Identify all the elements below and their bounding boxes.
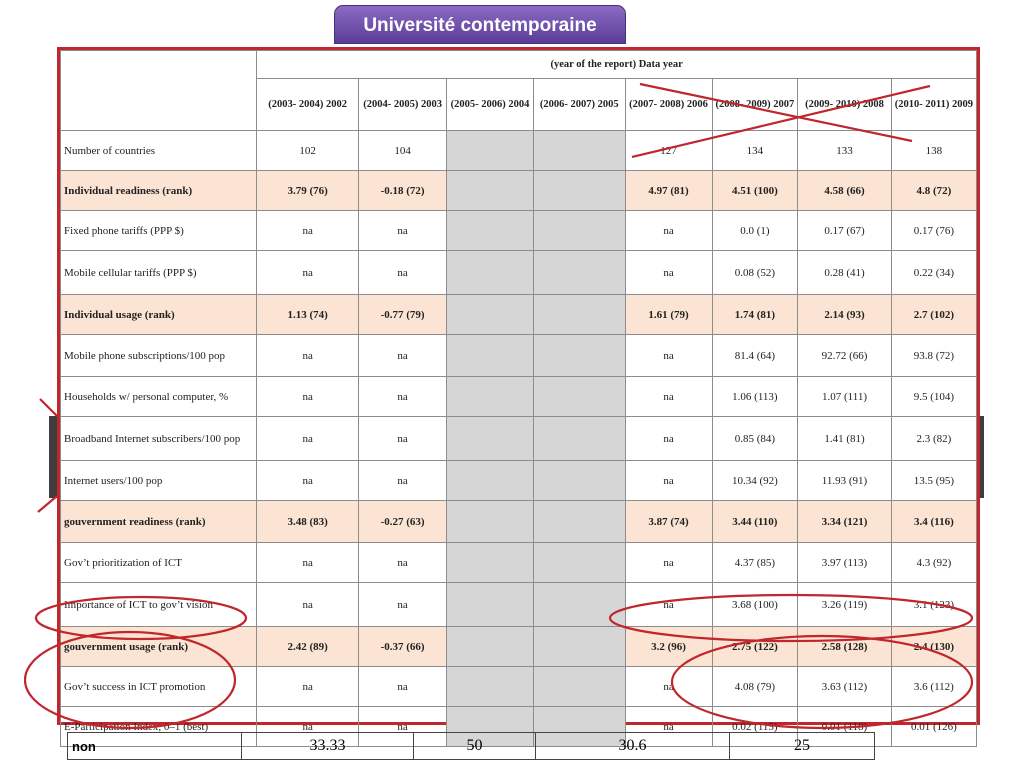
ict-indicators-table (60, 50, 977, 747)
empty-gray-cell (447, 583, 534, 627)
table-cell: na (359, 461, 447, 501)
table-cell: 3.26 (119) (798, 583, 892, 627)
row-label-header (61, 51, 257, 131)
table-cell: 4.08 (79) (712, 667, 798, 707)
table-cell: na (359, 667, 447, 707)
empty-gray-cell (533, 627, 625, 667)
table-cell: na (625, 583, 712, 627)
summary-value: 50 (414, 733, 536, 760)
row-label: Mobile cellular tariffs (PPP $) (61, 251, 257, 295)
empty-gray-cell (447, 627, 534, 667)
row-label: Households w/ personal computer, % (61, 377, 257, 417)
table-row (61, 461, 977, 501)
table-cell: na (625, 667, 712, 707)
table-cell: 3.79 (76) (257, 171, 359, 211)
data-table-frame (57, 47, 980, 733)
table-cell: 0.01 (118) (798, 707, 892, 747)
empty-gray-cell (533, 461, 625, 501)
table-cell: na (625, 377, 712, 417)
table-cell: 138 (891, 131, 976, 171)
table-cell: na (257, 417, 359, 461)
table-cell: na (359, 417, 447, 461)
empty-gray-cell (447, 335, 534, 377)
table-cell: na (257, 461, 359, 501)
table-cell: na (625, 335, 712, 377)
table-cell: 3.87 (74) (625, 501, 712, 543)
column-header: (2009- 2010) 2008 (798, 79, 892, 131)
summary-value: 25 (730, 733, 875, 760)
table-cell: 4.3 (92) (891, 543, 976, 583)
row-label: Gov’t prioritization of ICT (61, 543, 257, 583)
table-row (61, 295, 977, 335)
table-cell: na (359, 707, 447, 747)
page-title: Université contemporaine (334, 5, 626, 44)
table-cell: 2.7 (102) (891, 295, 976, 335)
table-cell: 1.13 (74) (257, 295, 359, 335)
row-label: Internet users/100 pop (61, 461, 257, 501)
empty-gray-cell (533, 295, 625, 335)
empty-gray-cell (533, 583, 625, 627)
table-row (61, 171, 977, 211)
table-cell: 0.28 (41) (798, 251, 892, 295)
table-cell: na (625, 211, 712, 251)
empty-gray-cell (447, 131, 534, 171)
empty-gray-cell (533, 377, 625, 417)
image-edge-left (49, 416, 57, 498)
empty-gray-cell (447, 171, 534, 211)
empty-gray-cell (533, 543, 625, 583)
row-label: gouvernment usage (rank) (61, 627, 257, 667)
callout-line (38, 496, 57, 512)
table-cell: 3.97 (113) (798, 543, 892, 583)
table-cell: na (257, 377, 359, 417)
table-cell: 3.68 (100) (712, 583, 798, 627)
image-edge-right (980, 416, 984, 498)
empty-gray-cell (533, 131, 625, 171)
table-cell: 127 (625, 131, 712, 171)
row-label: Importance of ICT to gov’t vision (61, 583, 257, 627)
table-cell: na (257, 251, 359, 295)
table-cell: 1.74 (81) (712, 295, 798, 335)
column-header: (2006- 2007) 2005 (533, 79, 625, 131)
row-label: Individual usage (rank) (61, 295, 257, 335)
table-cell: 3.4 (116) (891, 501, 976, 543)
table-cell: 104 (359, 131, 447, 171)
column-header: (2004- 2005) 2003 (359, 79, 447, 131)
table-row (61, 131, 977, 171)
table-cell: 3.63 (112) (798, 667, 892, 707)
table-cell: 2.58 (128) (798, 627, 892, 667)
table-cell: 1.41 (81) (798, 417, 892, 461)
table-cell: na (257, 211, 359, 251)
table-cell: na (359, 251, 447, 295)
table-cell: 3.34 (121) (798, 501, 892, 543)
table-cell: 1.61 (79) (625, 295, 712, 335)
summary-label: non (68, 733, 242, 760)
table-cell: na (257, 543, 359, 583)
column-header: (2007- 2008) 2006 (625, 79, 712, 131)
table-cell: na (625, 461, 712, 501)
row-label: Fixed phone tariffs (PPP $) (61, 211, 257, 251)
table-cell: 81.4 (64) (712, 335, 798, 377)
table-cell: na (625, 251, 712, 295)
table-cell: na (359, 543, 447, 583)
empty-gray-cell (447, 543, 534, 583)
row-label: Number of countries (61, 131, 257, 171)
table-row (61, 211, 977, 251)
empty-gray-cell (533, 171, 625, 211)
row-label: E-Participation Index, 0–1 (best) (61, 707, 257, 747)
table-cell: 0.01 (126) (891, 707, 976, 747)
callout-line (40, 399, 57, 416)
table-cell: na (257, 335, 359, 377)
empty-gray-cell (447, 667, 534, 707)
table-cell: 0.17 (76) (891, 211, 976, 251)
table-cell: na (257, 583, 359, 627)
table-row (61, 251, 977, 295)
table-cell: -0.77 (79) (359, 295, 447, 335)
empty-gray-cell (533, 335, 625, 377)
table-cell: -0.18 (72) (359, 171, 447, 211)
empty-gray-cell (447, 417, 534, 461)
empty-gray-cell (533, 667, 625, 707)
table-cell: 10.34 (92) (712, 461, 798, 501)
table-cell: 2.4 (130) (891, 627, 976, 667)
table-cell: 3.48 (83) (257, 501, 359, 543)
column-header: (2010- 2011) 2009 (891, 79, 976, 131)
empty-gray-cell (533, 211, 625, 251)
table-cell: 3.2 (96) (625, 627, 712, 667)
table-cell: na (359, 211, 447, 251)
table-cell: 0.0 (1) (712, 211, 798, 251)
table-body (61, 131, 977, 747)
table-cell: -0.27 (63) (359, 501, 447, 543)
empty-gray-cell (447, 377, 534, 417)
empty-gray-cell (447, 295, 534, 335)
table-row (61, 417, 977, 461)
table-cell: 4.97 (81) (625, 171, 712, 211)
table-cell: 13.5 (95) (891, 461, 976, 501)
row-label: Mobile phone subscriptions/100 pop (61, 335, 257, 377)
table-cell: 4.37 (85) (712, 543, 798, 583)
column-header: (2005- 2006) 2004 (447, 79, 534, 131)
table-cell: 0.85 (84) (712, 417, 798, 461)
table-cell: 3.6 (112) (891, 667, 976, 707)
super-header: (year of the report) Data year (257, 51, 977, 79)
table-cell: 2.3 (82) (891, 417, 976, 461)
table-cell: -0.37 (66) (359, 627, 447, 667)
table-cell: 2.42 (89) (257, 627, 359, 667)
bottom-summary-row (68, 733, 875, 760)
column-header: (2003- 2004) 2002 (257, 79, 359, 131)
empty-gray-cell (447, 251, 534, 295)
table-row (61, 543, 977, 583)
table-cell: 133 (798, 131, 892, 171)
bottom-summary-table (67, 732, 875, 760)
empty-gray-cell (447, 211, 534, 251)
summary-value: 33.33 (242, 733, 414, 760)
table-cell: 4.51 (100) (712, 171, 798, 211)
table-cell: 2.75 (122) (712, 627, 798, 667)
table-cell: na (625, 417, 712, 461)
row-label: Broadband Internet subscribers/100 pop (61, 417, 257, 461)
row-label: gouvernment readiness (rank) (61, 501, 257, 543)
table-cell: na (625, 707, 712, 747)
table-cell: 0.08 (52) (712, 251, 798, 295)
empty-gray-cell (447, 461, 534, 501)
row-label: Gov’t success in ICT promotion (61, 667, 257, 707)
table-cell: na (257, 667, 359, 707)
column-header: (2008- 2009) 2007 (712, 79, 798, 131)
empty-gray-cell (533, 417, 625, 461)
table-cell: 0.02 (115) (712, 707, 798, 747)
table-row (61, 627, 977, 667)
table-cell: 93.8 (72) (891, 335, 976, 377)
table-cell: na (359, 377, 447, 417)
table-cell: 1.06 (113) (712, 377, 798, 417)
table-row (61, 377, 977, 417)
table-cell: na (359, 583, 447, 627)
table-cell: 134 (712, 131, 798, 171)
table-cell: 4.58 (66) (798, 171, 892, 211)
table-cell: 92.72 (66) (798, 335, 892, 377)
table-row (61, 667, 977, 707)
table-cell: 4.8 (72) (891, 171, 976, 211)
table-cell: 9.5 (104) (891, 377, 976, 417)
table-cell: na (625, 543, 712, 583)
table-cell: 3.44 (110) (712, 501, 798, 543)
table-cell: na (257, 707, 359, 747)
table-cell: 102 (257, 131, 359, 171)
empty-gray-cell (533, 251, 625, 295)
table-cell: 0.17 (67) (798, 211, 892, 251)
table-cell: 1.07 (111) (798, 377, 892, 417)
table-cell: 11.93 (91) (798, 461, 892, 501)
table-row (61, 501, 977, 543)
row-label: Individual readiness (rank) (61, 171, 257, 211)
table-row (61, 335, 977, 377)
summary-value: 30.6 (536, 733, 730, 760)
table-cell: 3.1 (123) (891, 583, 976, 627)
table-cell: na (359, 335, 447, 377)
empty-gray-cell (533, 501, 625, 543)
table-cell: 0.22 (34) (891, 251, 976, 295)
empty-gray-cell (447, 501, 534, 543)
table-row (61, 583, 977, 627)
table-cell: 2.14 (93) (798, 295, 892, 335)
